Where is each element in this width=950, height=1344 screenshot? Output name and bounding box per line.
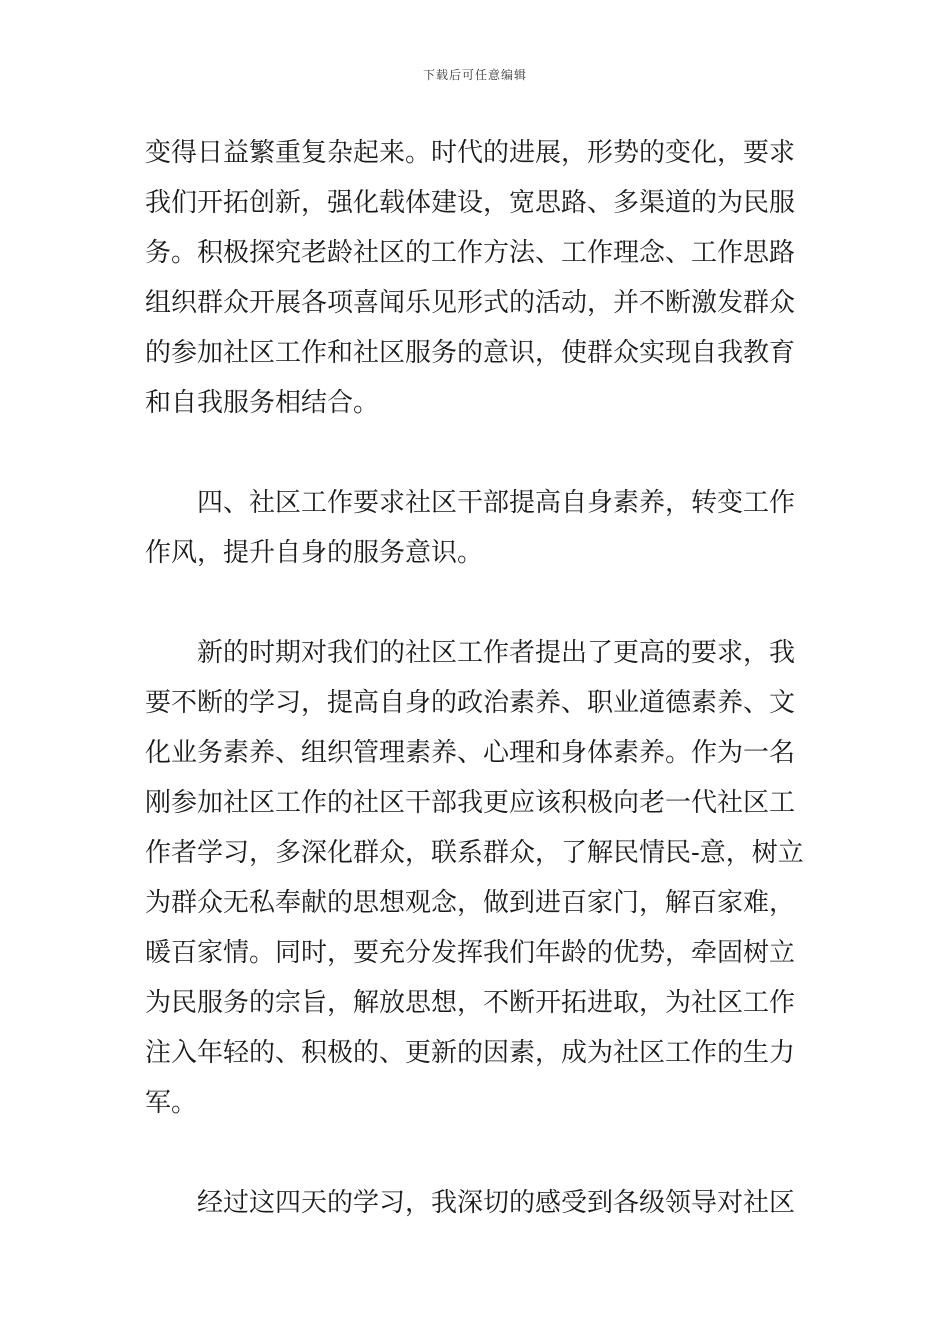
text-line: 变得日益繁重复杂起来。时代的进展，形势的变化，要求 — [145, 138, 796, 168]
text-line: 要不断的学习，提高自身的政治素养、职业道德素养、文 — [145, 688, 796, 718]
text-line: 注入年轻的、积极的、更新的因素，成为社区工作的生力 — [145, 1038, 796, 1068]
text-line: 务。积极探究老龄社区的工作方法、工作理念、工作思路 — [145, 238, 796, 268]
document-body — [145, 128, 809, 1228]
paragraph-gap — [145, 1128, 809, 1178]
text-line: 四、社区工作要求社区干部提高自身素养，转变工作 — [145, 488, 796, 518]
text-line: 刚参加社区工作的社区干部我更应该积极向老一代社区工 — [145, 788, 796, 818]
text-line: 暖百家情。同时，要充分发挥我们年龄的优势，牵固树立 — [145, 938, 796, 968]
text-line: 为群众无私奉献的思想观念，做到进百家门，解百家难， — [145, 888, 796, 918]
text-line: 为民服务的宗旨，解放思想，不断开拓进取，为社区工作 — [145, 988, 796, 1018]
text-line: 作风，提升自身的服务意识。 — [145, 538, 484, 568]
page-header: 下载后可任意编辑 — [422, 68, 527, 82]
paragraph-gap — [145, 428, 809, 478]
text-line: 化业务素养、组织管理素养、心理和身体素养。作为一名 — [145, 738, 796, 768]
text-line: 新的时期对我们的社区工作者提出了更高的要求，我 — [145, 638, 796, 668]
text-line: 经过这四天的学习，我深切的感受到各级领导对社区 — [145, 1188, 796, 1218]
text-line: 组织群众开展各项喜闻乐见形式的活动，并不断激发群众 — [145, 288, 796, 318]
text-line: 的参加社区工作和社区服务的意识，使群众实现自我教育 — [145, 338, 796, 368]
text-line: 军。 — [145, 1088, 198, 1118]
text-line: 我们开拓创新，强化载体建设，宽思路、多渠道的为民服 — [145, 188, 796, 218]
text-line: 和自我服务相结合。 — [145, 388, 380, 418]
paragraph-gap — [145, 578, 809, 628]
text-line: 作者学习，多深化群众，联系群众，了解民情民-意，树立 — [145, 838, 804, 868]
